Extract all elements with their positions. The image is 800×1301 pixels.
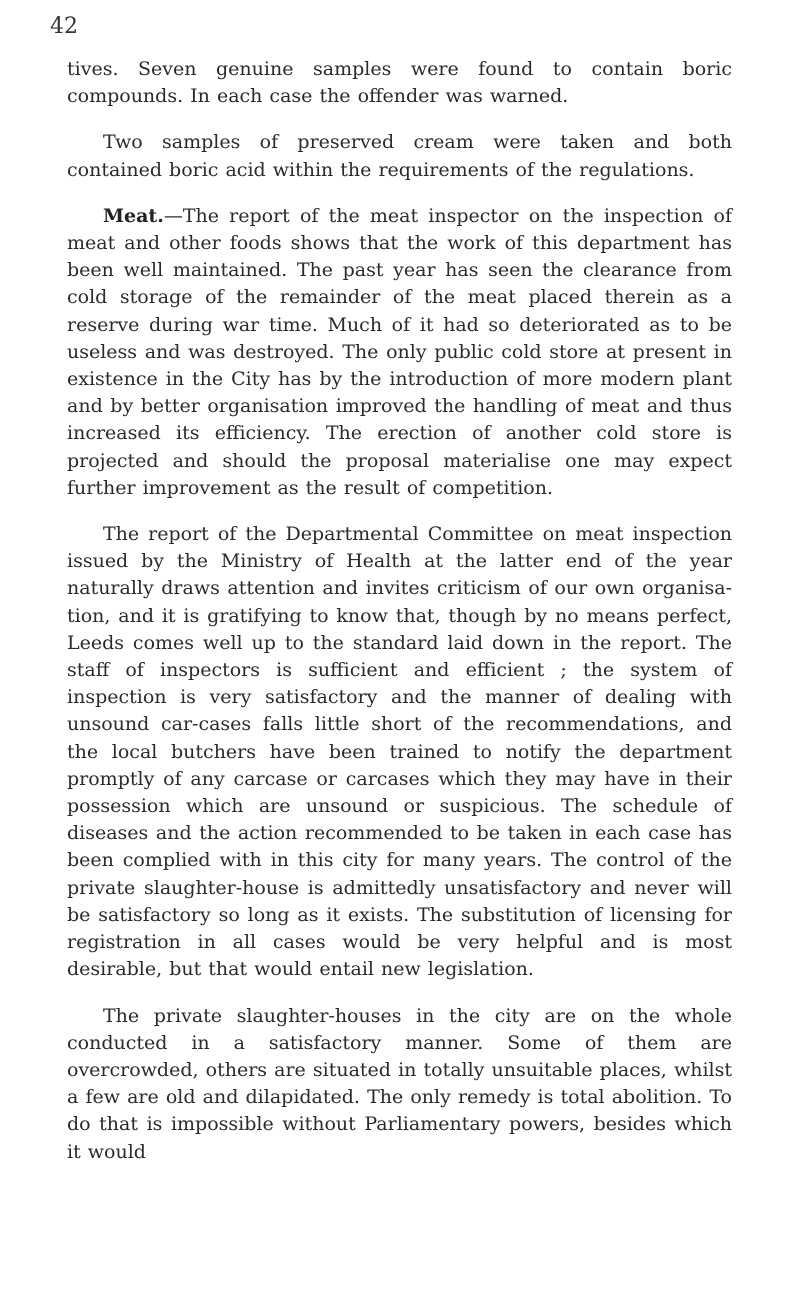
paragraph-continuation: tives. Seven genuine samples were found to contain boric compounds. In each case the offender was warned. [67, 58, 732, 108]
section-heading-meat: Meat. [103, 204, 164, 227]
body-text [67, 56, 732, 1185]
paragraph-meat-text: —The report of the meat inspector on the inspection of meat and other foods shows that the work of this department has been well maintained. The past year has seen the clearance from cold storage of the remainder of the meat placed therein as a reserve during war time. Much of it had so deteriorated as to be useless and was destroyed. The only public cold store at present in existence in the City has by the introduction of more modern plant and by better organisation improved the handling of meat and thus increased its efficiency. The erection of another cold store is projected and should the proposal materialise one may expect further improvement as the result of competition. [67, 204, 732, 499]
page-number: 42 [50, 14, 78, 39]
paragraph-preserved-cream: Two samples of preserved cream were taken and both contained boric acid within the requirements of the regulations. [67, 131, 732, 181]
paragraph-slaughter-houses: The private slaughter-houses in the city are on the whole conducted in a satisfactory manner. Some of them are overcrowded, others are situated in totally unsuitable places, whilst a few are old and dilapidated. The only remedy is total abolition. To do that is impossible without Parliamentary powers, besides which it would [67, 1004, 732, 1163]
paragraph-meat [67, 203, 732, 502]
paragraph-departmental-committee: The report of the Departmental Committee on meat inspection issued by the Ministry of Health at the latter end of the year naturally draws attention and invites criticism of our own organisa-tion, and it is gratifying to know that, though by no means perfect, Leeds comes well up to the standard laid down in the report. The staff of inspectors is sufficient and efficient ; the system of inspection is very satisfactory and the manner of dealing with unsound car-cases falls little short of the recommendations, and the local butchers have been trained to notify the department promptly of any carcase or carcases which they may have in their possession which are unsound or suspicious. The schedule of diseases and the action recommended to be taken in each case has been complied with in this city for many years. The control of the private slaughter-house is admittedly unsatisfactory and never will be satisfactory so long as it exists. The substitution of licensing for registration in all cases would be very helpful and is most desirable, but that would entail new legislation. [67, 523, 732, 981]
